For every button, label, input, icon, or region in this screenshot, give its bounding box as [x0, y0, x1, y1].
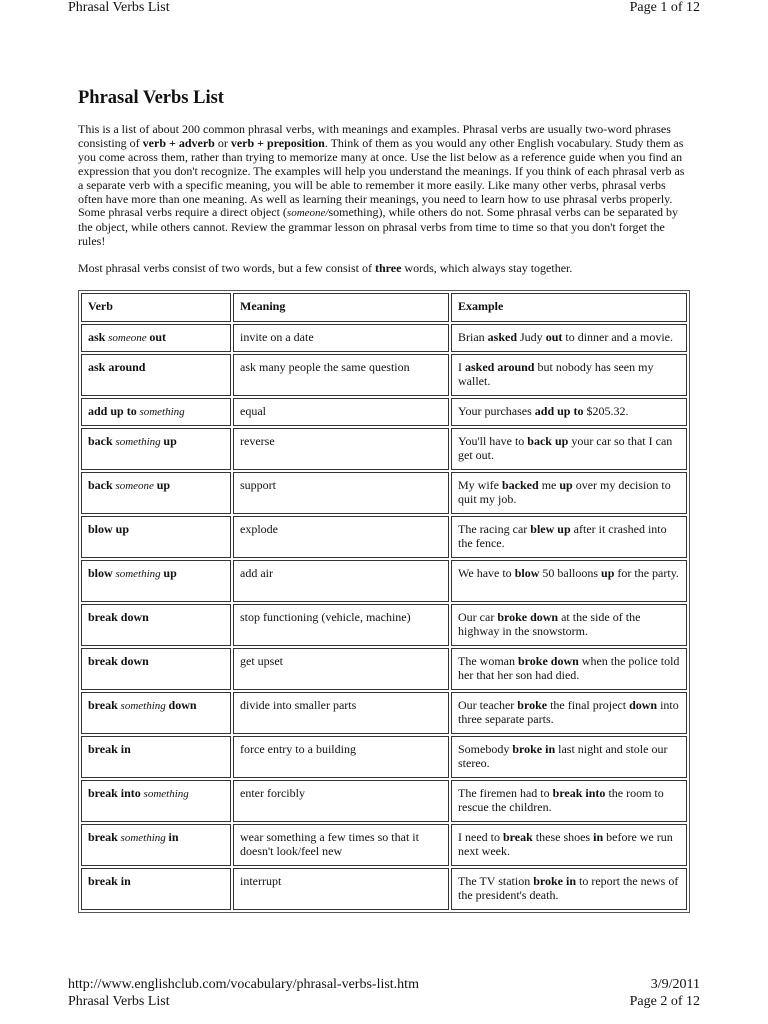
text-segment: Your purchases: [458, 404, 535, 418]
text-segment: This is a list of about 200 common phrasal verbs, with meanings and examples. Phrasal verbs are usually two-word phrases consisting of: [78, 122, 671, 150]
text-segment: Most phrasal verbs consist of two words, but a few consist of: [78, 261, 375, 275]
column-header-example: Example: [451, 293, 687, 322]
text-segment: The firemen had to: [458, 786, 553, 800]
text-segment: break in: [88, 874, 131, 888]
text-segment: I need to: [458, 830, 503, 844]
text-segment: down: [168, 698, 197, 712]
verb-cell: [81, 560, 231, 602]
footer-page-number: Page 2 of 12: [629, 994, 700, 1009]
table-row: [81, 472, 687, 514]
table-row: [81, 604, 687, 646]
example-cell: [451, 560, 687, 602]
text-segment: The TV station: [458, 874, 534, 888]
text-segment: at the side of the highway in the snowstorm.: [458, 610, 641, 638]
text-segment: before we run next week.: [458, 830, 673, 858]
text-segment: broke down: [497, 610, 559, 624]
text-segment: asked around: [465, 360, 535, 374]
text-segment: someone: [105, 332, 150, 344]
text-segment: or: [214, 135, 231, 150]
text-segment: Somebody: [458, 742, 513, 756]
text-segment: asked: [487, 330, 518, 344]
example-cell: [451, 516, 687, 558]
table-row: [81, 560, 687, 602]
text-segment: The woman: [458, 654, 518, 668]
table-row: [81, 736, 687, 778]
text-segment: You'll have to: [458, 434, 528, 448]
intro-paragraph: [78, 123, 690, 249]
text-segment: Our car: [458, 610, 498, 624]
text-segment: something: [112, 568, 164, 580]
text-segment: something: [112, 436, 164, 448]
text-segment: last night and stole our stereo.: [458, 742, 668, 770]
text-segment: Judy: [517, 330, 546, 344]
text-segment: someone/: [286, 207, 329, 220]
verb-cell: [81, 516, 231, 558]
text-segment: . Think of them as you would any other English vocabulary. Study them as you come across them, rather than trying to memorize many at once. Use the list below as a reference guide when you find an expression that you don't recognize. The examples will help you understand the meanings. If you think of each phrasal verb as a separate verb with a specific meaning, you will be able to remember it more easily. Like many other verbs, phrasal verbs often have more than one meaning. As well as learning their meanings, you need to learn how to use phrasal verbs properly. Some phrasal verbs require a direct object (: [78, 135, 685, 220]
verb-cell: [81, 648, 231, 690]
text-segment: $205.32.: [583, 404, 629, 418]
table-row: [81, 780, 687, 822]
text-segment: out: [545, 330, 563, 344]
text-segment: up: [601, 566, 615, 580]
meaning-cell: stop functioning (vehicle, machine): [233, 604, 449, 646]
example-cell: [451, 604, 687, 646]
text-segment: break into: [552, 786, 606, 800]
text-segment: I: [458, 360, 465, 374]
text-segment: someone: [112, 480, 157, 492]
text-segment: in: [168, 830, 179, 844]
text-segment: out: [149, 330, 167, 344]
text-segment: We have to: [458, 566, 515, 580]
text-segment: verb + adverb: [142, 135, 215, 150]
meaning-cell: explode: [233, 516, 449, 558]
text-segment: me: [538, 478, 560, 492]
table-row: [81, 324, 687, 352]
three-word-note: [78, 261, 690, 275]
text-segment: something: [136, 406, 185, 418]
footer-date: 3/9/2011: [650, 977, 700, 992]
text-segment: 50 balloons: [539, 566, 602, 580]
text-segment: your car so that I can get out.: [458, 434, 673, 462]
text-segment: ask around: [88, 360, 146, 374]
text-segment: down: [629, 698, 658, 712]
text-segment: ask: [88, 330, 106, 344]
text-segment: but nobody has seen my wallet.: [458, 360, 654, 388]
verb-cell: [81, 324, 231, 352]
table-row: [81, 868, 687, 910]
text-segment: broke in: [512, 742, 556, 756]
text-segment: to dinner and a movie.: [562, 330, 673, 344]
example-cell: [451, 324, 687, 352]
text-segment: break into: [88, 786, 141, 800]
text-segment: blow up: [88, 522, 130, 536]
text-segment: broke in: [533, 874, 577, 888]
example-cell: [451, 428, 687, 470]
example-cell: [451, 868, 687, 910]
text-segment: up: [163, 434, 177, 448]
text-segment: for the party.: [614, 566, 679, 580]
example-cell: [451, 780, 687, 822]
text-segment: up: [156, 478, 171, 492]
text-segment: broke down: [517, 654, 579, 668]
verb-cell: [81, 868, 231, 910]
text-segment: back: [88, 434, 113, 448]
footer-title: Phrasal Verbs List: [68, 994, 170, 1009]
phrasal-verbs-table: [78, 290, 690, 913]
meaning-cell: wear something a few times so that it doesn't look/feel new: [233, 824, 449, 866]
text-segment: My wife: [458, 478, 502, 492]
verb-cell: [81, 824, 231, 866]
example-cell: [451, 648, 687, 690]
table-row: [81, 692, 687, 734]
text-segment: the room to rescue the children.: [458, 786, 664, 814]
text-segment: verb + preposition: [230, 135, 325, 150]
verb-cell: [81, 604, 231, 646]
example-cell: [451, 824, 687, 866]
table-row: [81, 428, 687, 470]
text-segment: after it crashed into the fence.: [458, 522, 667, 550]
verb-cell: [81, 472, 231, 514]
meaning-cell: divide into smaller parts: [233, 692, 449, 734]
example-cell: [451, 354, 687, 396]
text-segment: break: [502, 830, 533, 844]
verb-cell: [81, 692, 231, 734]
meaning-cell: equal: [233, 398, 449, 426]
print-header-page-number: Page 1 of 12: [629, 0, 700, 15]
text-segment: up: [163, 566, 177, 580]
meaning-cell: support: [233, 472, 449, 514]
text-segment: Our teacher: [458, 698, 518, 712]
text-segment: broke: [517, 698, 548, 712]
table-row: [81, 516, 687, 558]
text-segment: something: [117, 832, 169, 844]
meaning-cell: reverse: [233, 428, 449, 470]
table-row: [81, 354, 687, 396]
text-segment: break in: [88, 742, 131, 756]
example-cell: [451, 472, 687, 514]
text-segment: back up: [527, 434, 569, 448]
text-segment: into three separate parts.: [458, 698, 679, 726]
verb-cell: [81, 398, 231, 426]
text-segment: up: [559, 478, 573, 492]
column-header-meaning: Meaning: [233, 293, 449, 322]
meaning-cell: enter forcibly: [233, 780, 449, 822]
text-segment: in: [593, 830, 604, 844]
meaning-cell: invite on a date: [233, 324, 449, 352]
verb-cell: [81, 354, 231, 396]
text-segment: words, which always stay together.: [401, 261, 573, 275]
text-segment: the final project: [547, 698, 630, 712]
text-segment: back: [88, 478, 113, 492]
example-cell: [451, 398, 687, 426]
table-header-row: [81, 293, 687, 322]
table-row: [81, 648, 687, 690]
meaning-cell: interrupt: [233, 868, 449, 910]
verb-cell: [81, 428, 231, 470]
text-segment: blow: [514, 566, 540, 580]
text-segment: something: [140, 788, 189, 800]
text-segment: break: [88, 698, 118, 712]
text-segment: over my decision to quit my job.: [458, 478, 671, 506]
verb-cell: [81, 736, 231, 778]
text-segment: break down: [88, 654, 149, 668]
text-segment: break: [88, 830, 118, 844]
meaning-cell: ask many people the same question: [233, 354, 449, 396]
example-cell: [451, 736, 687, 778]
table-row: [81, 398, 687, 426]
text-segment: something: [117, 700, 169, 712]
text-segment: these shoes: [532, 830, 594, 844]
text-segment: blow: [88, 566, 113, 580]
column-header-verb: Verb: [81, 293, 231, 322]
meaning-cell: add air: [233, 560, 449, 602]
text-segment: The racing car: [458, 522, 531, 536]
text-segment: three: [374, 261, 402, 275]
text-segment: when the police told her that her son had died.: [458, 654, 680, 682]
text-segment: add up to: [534, 404, 584, 418]
table-row: [81, 824, 687, 866]
example-cell: [451, 692, 687, 734]
text-segment: Brian: [458, 330, 488, 344]
text-segment: backed: [502, 478, 539, 492]
text-segment: to report the news of the president's death.: [458, 874, 679, 902]
meaning-cell: get upset: [233, 648, 449, 690]
text-segment: blew up: [530, 522, 571, 536]
verb-cell: [81, 780, 231, 822]
page-title: Phrasal Verbs List: [78, 88, 224, 108]
text-segment: break down: [88, 610, 149, 624]
text-segment: add up to: [88, 404, 137, 418]
text-segment: something), while others do not. Some phrasal verbs can be separated by the object, while others cannot. Review the grammar lesson on phrasal verbs from time to time so that you don't forget the rules!: [78, 205, 679, 249]
footer-url: http://www.englishclub.com/vocabulary/phrasal-verbs-list.htm: [68, 977, 419, 992]
meaning-cell: force entry to a building: [233, 736, 449, 778]
print-header-title: Phrasal Verbs List: [68, 0, 170, 15]
